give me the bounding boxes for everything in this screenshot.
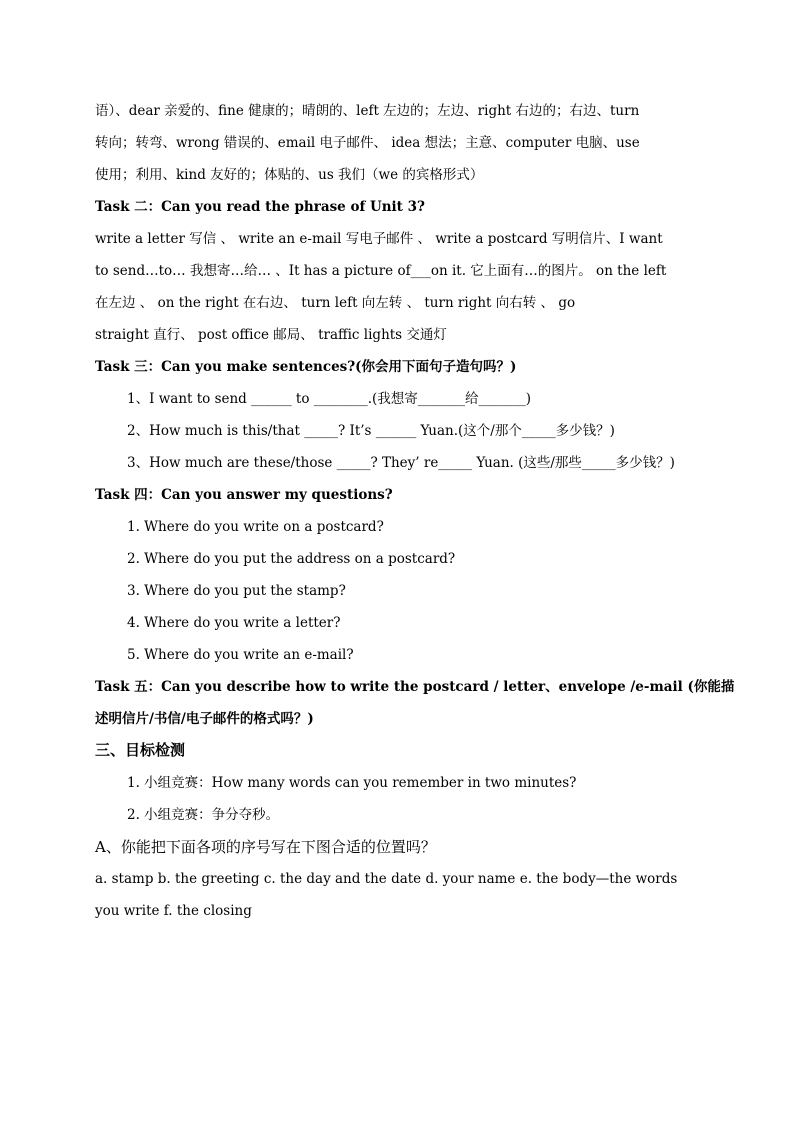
- task3-heading: Task 三：Can you make sentences?(你会用下面句子造句吗？): [95, 359, 517, 375]
- section3-question: A、你能把下面各项的序号写在下图合适的位置吗？: [95, 838, 436, 856]
- section3-heading: 三、目标检测: [95, 741, 186, 759]
- options-line-1: a. stamp b. the greeting c. the day and the date d. your name e. the body—the words: [95, 871, 678, 887]
- task4-question-5: 5. Where do you write an e-mail?: [127, 647, 354, 663]
- vocab-line-2: 转向；转弯、wrong 错误的、email 电子邮件、 idea 想法；主意、computer 电脑、use: [95, 135, 640, 151]
- task5-heading-line-2: 述明信片/书信/电子邮件的格式吗？): [95, 711, 314, 727]
- task4-question-4: 4. Where do you write a letter?: [127, 615, 341, 631]
- section3-item-1: 1. 小组竞赛：How many words can you remember in two minutes?: [127, 775, 577, 791]
- task2-line-2: to send…to… 我想寄…给… 、It has a picture of___on it. 它上面有…的图片。 on the left: [95, 263, 667, 279]
- task2-heading: Task 二：Can you read the phrase of Unit 3?: [95, 199, 425, 215]
- task2-line-1: write a letter 写信 、 write an e-mail 写电子邮件 、 write a postcard 写明信片、I want: [95, 231, 663, 247]
- task3-item-1: 1、I want to send ______ to ________.(我想寄_______给_______): [127, 391, 532, 407]
- task4-question-2: 2. Where do you put the address on a postcard?: [127, 551, 456, 567]
- task3-item-2: 2、How much is this/that _____? It’s ______ Yuan.(这个/那个_____多少钱？): [127, 423, 615, 439]
- task4-question-3: 3. Where do you put the stamp?: [127, 583, 346, 599]
- task2-line-3: 在左边 、 on the right 在右边、 turn left 向左转 、 turn right 向右转 、 go: [95, 295, 576, 311]
- task5-heading-line-1: Task 五：Can you describe how to write the postcard / letter、envelope /e-mail (你能描: [95, 679, 735, 695]
- task4-question-1: 1. Where do you write on a postcard?: [127, 519, 384, 535]
- task3-item-3: 3、How much are these/those _____? They’ re_____ Yuan. (这些/那些_____多少钱？): [127, 455, 675, 471]
- section3-item-2: 2. 小组竞赛：争分夺秒。: [127, 807, 280, 823]
- task2-line-4: straight 直行、 post office 邮局、 traffic lights 交通灯: [95, 327, 447, 343]
- vocab-line-1: 语）、dear 亲爱的、fine 健康的；晴朗的、left 左边的；左边、right 右边的；右边、turn: [95, 103, 640, 119]
- vocab-line-3: 使用；利用、kind 友好的；体贴的、us 我们（we 的宾格形式）: [95, 167, 484, 183]
- task4-heading: Task 四：Can you answer my questions?: [95, 487, 393, 503]
- options-line-2: you write f. the closing: [95, 903, 252, 919]
